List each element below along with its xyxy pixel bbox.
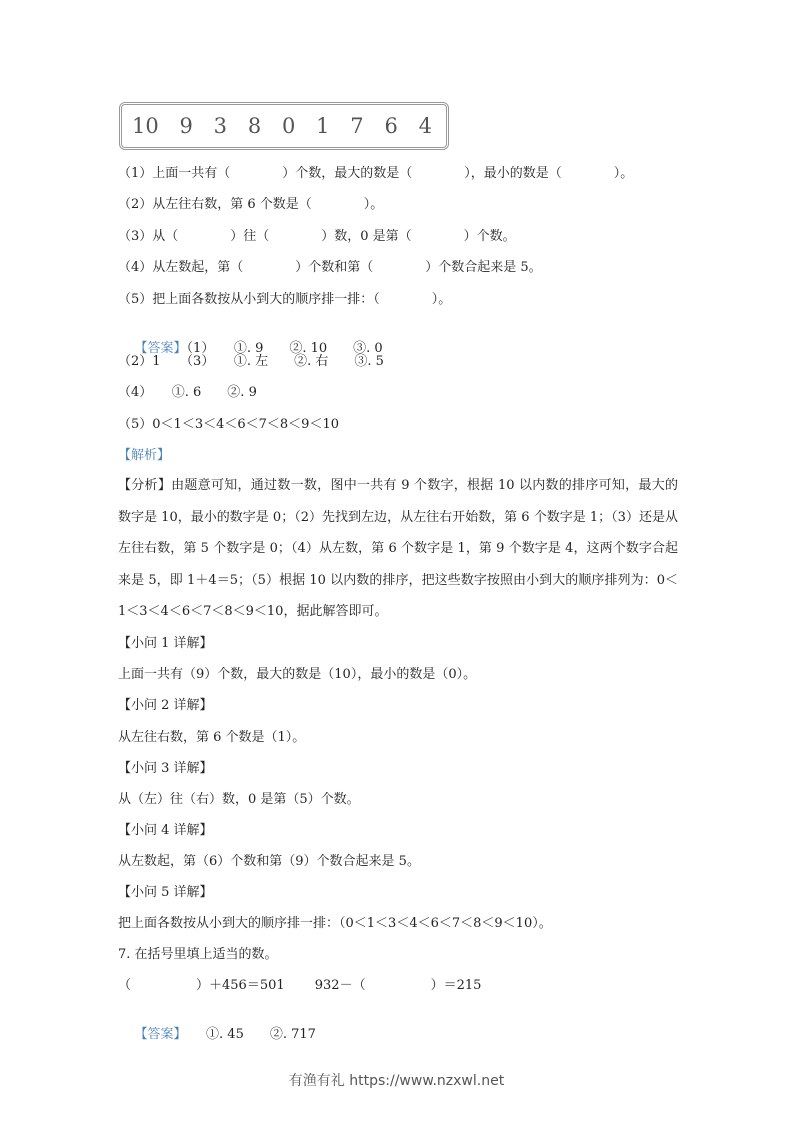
number-sequence-box	[119, 102, 449, 150]
detail-2-text: 从左往右数，第 6 个数是（1）。	[118, 730, 306, 745]
question-2: （2）从左往右数，第 6 个数是（ ）。	[118, 197, 384, 212]
question-7-equations: （ ）＋456＝501 932－（ ）＝215	[118, 978, 482, 993]
number-item: 3	[213, 114, 228, 138]
detail-3-text: 从（左）往（右）数，0 是第（5）个数。	[118, 792, 360, 807]
number-item: 9	[179, 114, 193, 138]
question-7-title: 7. 在括号里填上适当的数。	[118, 947, 278, 962]
detail-1-title: 【小问 1 详解】	[118, 636, 213, 651]
detail-5-text: 把上面各数按从小到大的顺序排一排：（0＜1＜3＜4＜6＜7＜8＜9＜10）。	[118, 916, 552, 931]
analysis-label: 【解析】	[118, 448, 171, 463]
question-1: （1）上面一共有（ ）个数，最大的数是（ ），最小的数是（ ）。	[118, 166, 634, 181]
number-item: 10	[132, 114, 159, 138]
detail-4-text: 从左数起，第（6）个数和第（9）个数合起来是 5。	[118, 854, 420, 869]
answer-label: 【答案】	[134, 341, 187, 356]
watermark-footer: 有渔有礼 https://www.nzxwl.net	[288, 1073, 505, 1089]
number-item: 1	[316, 114, 330, 138]
number-item: 8	[247, 114, 262, 138]
number-item: 0	[281, 114, 296, 138]
number-item: 6	[384, 114, 398, 138]
question-4: （4）从左数起，第（ ）个数和第（ ）个数合起来是 5。	[118, 260, 542, 275]
analysis-body: 【分析】由题意可知，通过数一数，图中一共有 9 个数字，根据 10 以内数的排序可知，最大的数字是 10，最小的数字是 0；（2）先找到左边，从左往右开始数，第 6 个数字是 1；（3）还是从左往右数，第 5 个数字是 0；（4）从左数，第 6 个数字是 1，第 9 个数字是 4，这两个数字合起来是 5，即 1＋4＝5；（5）根据 10 以内数的排序，把这些数字按照由小到大的顺序排列为：0＜1＜3＜4＜6＜7＜8＜9＜10，据此解答即可。	[118, 478, 678, 619]
answer-line-2: （2）1 （3） ①. 左 ②. 右 ③. 5	[118, 354, 384, 369]
detail-1-text: 上面一共有（9）个数，最大的数是（10），最小的数是（0）。	[118, 667, 477, 682]
detail-4-title: 【小问 4 详解】	[118, 823, 213, 838]
answer-line-4: （5）0＜1＜3＜4＜6＜7＜8＜9＜10	[118, 417, 339, 432]
answer-text: （1） ①. 9 ②. 10 ③. 0	[186, 341, 383, 356]
answer-label: 【答案】	[134, 1027, 181, 1042]
detail-5-title: 【小问 5 详解】	[118, 885, 213, 900]
question-3: （3）从（ ）往（ ）数，0 是第（ ）个数。	[118, 229, 516, 244]
number-item: 7	[350, 114, 364, 138]
number-item: 4	[418, 114, 432, 138]
question-5: （5）把上面各数按从小到大的顺序排一排：（ ）。	[118, 292, 452, 307]
detail-3-title: 【小问 3 详解】	[118, 761, 213, 776]
detail-2-title: 【小问 2 详解】	[118, 698, 213, 713]
answer-text: ①. 45 ②. 717	[180, 1027, 316, 1042]
answer-line-3: （4） ①. 6 ②. 9	[118, 385, 257, 400]
question-7-answer	[118, 1008, 316, 1062]
